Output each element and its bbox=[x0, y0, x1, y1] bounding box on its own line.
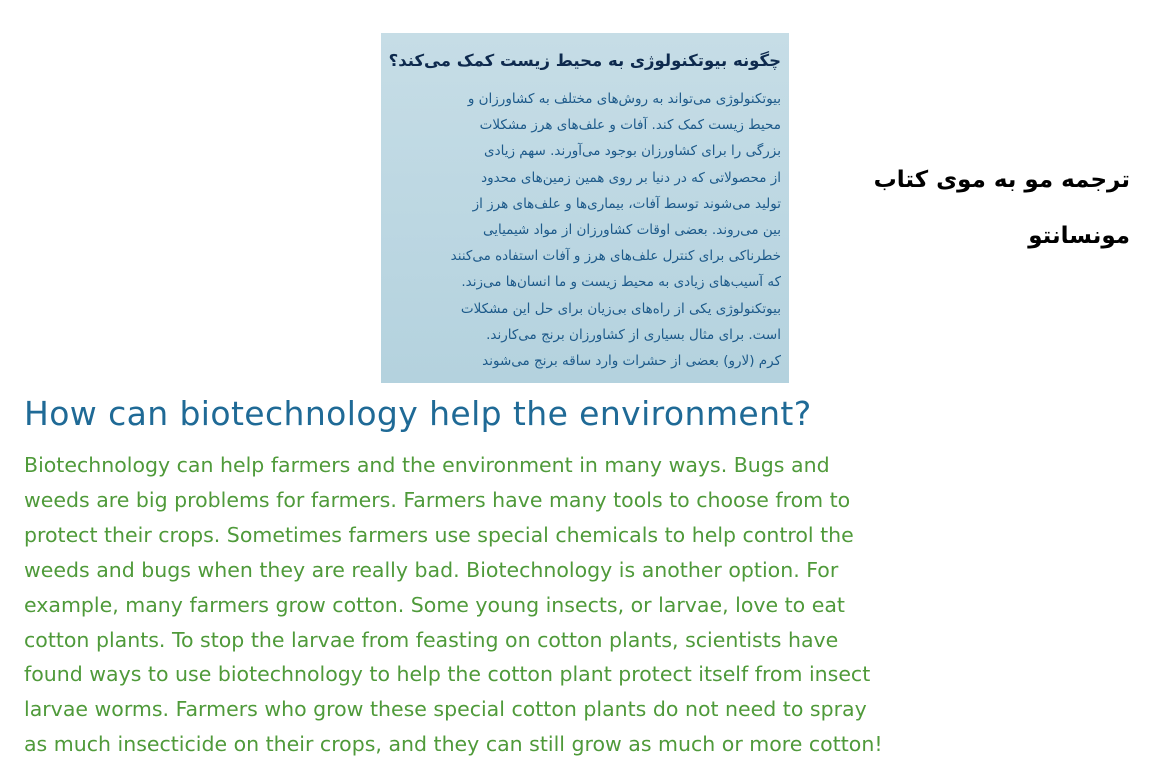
farsi-line: خطرناکی برای کنترل علف‌های هرز و آفات استفاده می‌کنند bbox=[450, 248, 781, 265]
farsi-line: محیط زیست کمک کند. آفات و علف‌های هرز مشکلات bbox=[479, 117, 781, 134]
farsi-line: کرم (لارو) بعضی از حشرات وارد ساقه برنج می‌شوند bbox=[482, 353, 781, 370]
translation-caption bbox=[820, 152, 1130, 264]
caption-line: ترجمه مو به موی کتاب bbox=[873, 167, 1130, 193]
farsi-line: بزرگی را برای کشاورزان بوجود می‌آورند. سهم زیادی bbox=[484, 143, 781, 160]
farsi-line: از محصولاتی که در دنیا بر روی همین زمین‌های محدود bbox=[481, 169, 781, 186]
english-line: Biotechnology can help farmers and the environment in many ways. Bugs and bbox=[24, 453, 830, 477]
farsi-line: است. برای مثال بسیاری از کشاورزان برنج می‌کارند. bbox=[486, 326, 781, 343]
farsi-text-panel bbox=[381, 33, 789, 383]
english-line: cotton plants. To stop the larvae from feasting on cotton plants, scientists have bbox=[24, 627, 839, 652]
english-line: protect their crops. Sometimes farmers use special chemicals to help control the bbox=[24, 522, 854, 547]
english-line: weeds are big problems for farmers. Farmers have many tools to choose from to bbox=[24, 487, 851, 512]
farsi-line: تولید می‌شوند توسط آفات، بیماری‌ها و علف‌های هرز از bbox=[472, 195, 781, 212]
caption-line: مونسانتو bbox=[1028, 223, 1130, 249]
farsi-line: بین می‌روند. بعضی اوقات کشاورزان از مواد شیمیایی bbox=[482, 222, 781, 239]
english-line: larvae worms. Farmers who grow these special cotton plants do not need to spray bbox=[24, 697, 867, 722]
english-heading: How can biotechnology help the environment? bbox=[24, 394, 812, 433]
farsi-heading: چگونه بیوتکنولوژی به محیط زیست کمک می‌کند؟ bbox=[388, 51, 781, 70]
english-line: example, many farmers grow cotton. Some young insects, or larvae, love to eat bbox=[24, 592, 845, 617]
english-line: as much insecticide on their crops, and they can still grow as much or more cotton! bbox=[24, 732, 883, 757]
farsi-line: که آسیب‌های زیادی به محیط زیست و ما انسان‌ها می‌زند. bbox=[461, 274, 781, 291]
english-line: found ways to use biotechnology to help the cotton plant protect itself from insect bbox=[24, 662, 871, 687]
farsi-line: بیوتکنولوژی یکی از راه‌های بی‌زیان برای حل این مشکلات bbox=[460, 300, 781, 317]
english-paragraph bbox=[24, 448, 1024, 762]
english-line: weeds and bugs when they are really bad. Biotechnology is another option. For bbox=[24, 557, 839, 582]
farsi-paragraph bbox=[389, 86, 781, 374]
farsi-line: بیوتکنولوژی می‌تواند به روش‌های مختلف به کشاورزان و bbox=[467, 91, 781, 107]
